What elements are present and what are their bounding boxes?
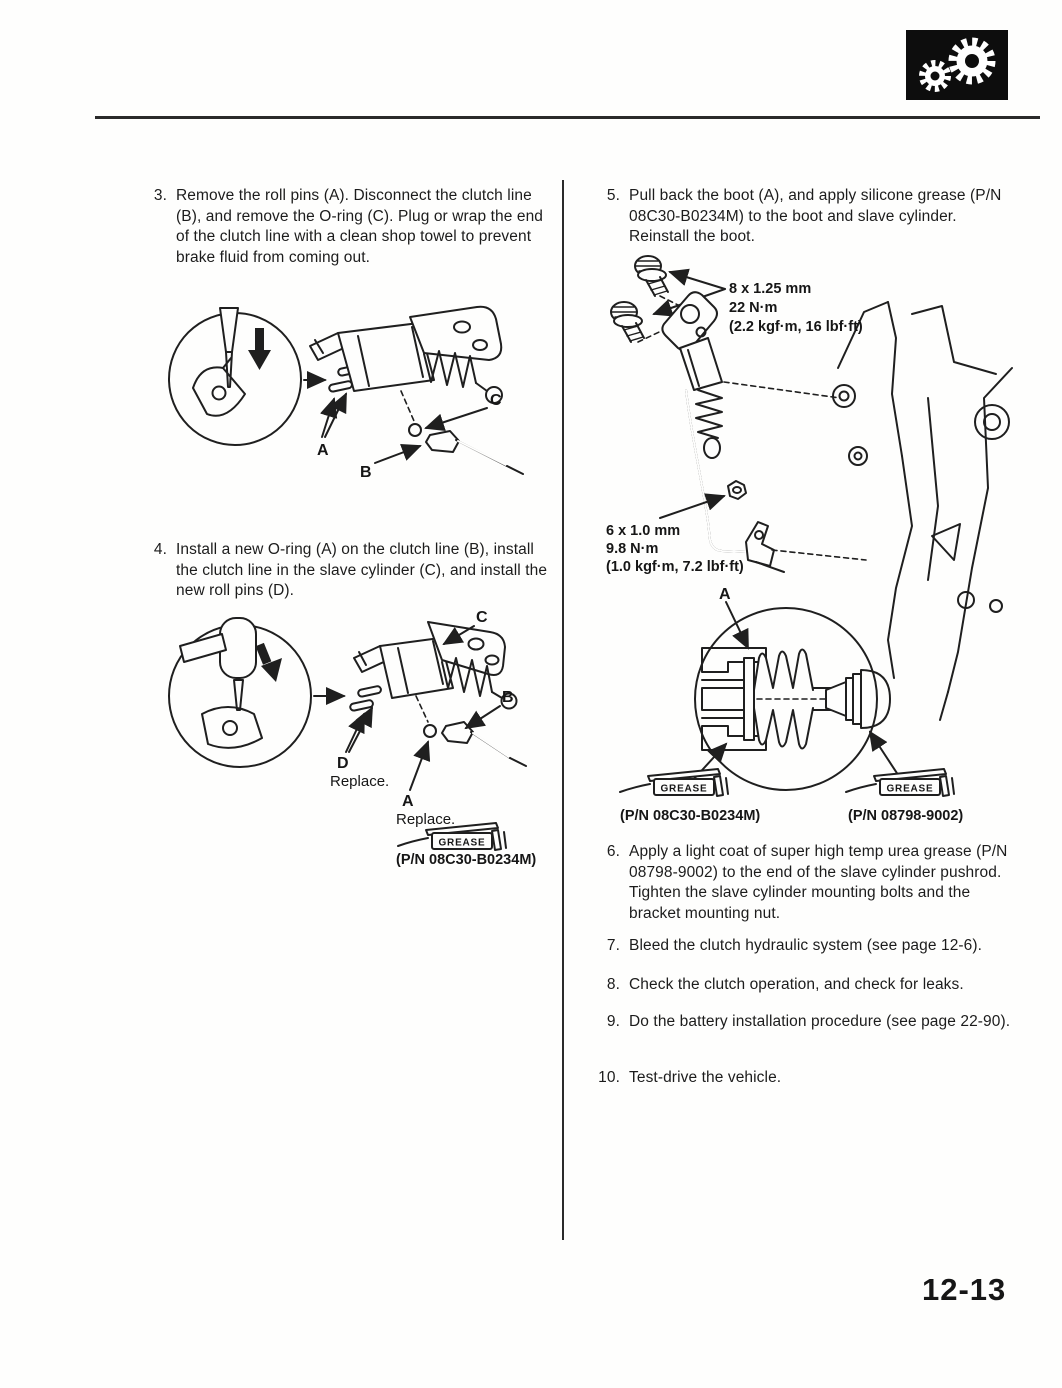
step-7 xyxy=(596,936,1014,957)
fig5-bolt-spec-size: 8 x 1.25 mm xyxy=(729,281,812,297)
gears-logo xyxy=(906,30,1008,100)
column-divider xyxy=(562,180,564,1240)
fig5-nut-spec-torque: 9.8 N·m xyxy=(606,541,659,557)
step-10 xyxy=(588,1068,1014,1089)
mounting-bolt-upper xyxy=(635,256,668,296)
page-number: 12-13 xyxy=(922,1272,1007,1307)
fig5-grease-left-label: GREASE xyxy=(660,783,708,795)
fig5-bolt-spec-alt: (2.2 kgf·m, 16 lbf·ft) xyxy=(729,319,863,335)
fig5-grease-right-label: GREASE xyxy=(886,783,934,795)
fig3-label-c: C xyxy=(490,392,502,409)
fig5-label-a: A xyxy=(719,586,731,603)
step-3-number: 3. xyxy=(153,187,167,204)
gears-icon xyxy=(906,30,1008,100)
fig5-nut-spec-alt: (1.0 kgf·m, 7.2 lbf·ft) xyxy=(606,559,744,575)
step-8-text: Check the clutch operation, and check for leaks. xyxy=(629,976,964,993)
step-10-text: Test-drive the vehicle. xyxy=(629,1069,782,1086)
figure-step5-slave-cylinder xyxy=(598,250,1020,832)
step-9-number: 9. xyxy=(606,1013,620,1030)
fig5-part-number-right: (P/N 08798-9002) xyxy=(848,808,964,824)
step-9-text: Do the battery installation procedure (see page 22-90). xyxy=(629,1013,1011,1030)
fig5-part-number-left: (P/N 08C30-B0234M) xyxy=(620,808,761,824)
step-4-text: Install a new O-ring (A) on the clutch line (B), install the clutch line in the slave cylinder (C), and install the new roll pins (D). xyxy=(176,541,548,600)
fig3-label-a: A xyxy=(317,442,329,459)
fig3-drawing xyxy=(169,307,523,474)
fig4-replace-d: Replace. xyxy=(330,773,390,790)
fig4-drawing xyxy=(169,618,526,850)
step-7-number: 7. xyxy=(606,937,620,954)
fig4-replace-a: Replace. xyxy=(396,811,456,828)
step-6-text: Apply a light coat of super high temp urea grease (P/N 08798-9002) to the end of the slave cylinder pushrod. Tighten the slave cylinder mounting bolts and the bracket mounting nut. xyxy=(629,843,1008,922)
fig4-label-d: D xyxy=(337,755,349,772)
fig4-label-c: C xyxy=(476,609,488,626)
transmission-case-drawing xyxy=(833,302,1012,720)
step-4-number: 4. xyxy=(153,541,167,558)
fig4-label-b: B xyxy=(502,689,514,706)
step-4 xyxy=(143,540,557,602)
fig4-grease-label: GREASE xyxy=(438,837,486,849)
boot-cross-section xyxy=(702,648,890,750)
step-5 xyxy=(596,186,1010,248)
mounting-bolt-lower xyxy=(611,302,644,342)
step-5-number: 5. xyxy=(606,187,620,204)
step-5-text: Pull back the boot (A), and apply silicone grease (P/N 08C30-B0234M) to the boot and slave cylinder. Reinstall the boot. xyxy=(629,187,1002,246)
fig4-label-a: A xyxy=(402,793,414,810)
figure-step3-roll-pin-removal xyxy=(163,294,525,516)
step-6 xyxy=(596,842,1014,924)
step-3-text: Remove the roll pins (A). Disconnect the clutch line (B), and remove the O-ring (C). Plug or wrap the end of the clutch line with a clean shop towel to prevent brake fluid from coming out. xyxy=(176,187,544,266)
fig3-label-b: B xyxy=(360,464,372,481)
step-8 xyxy=(596,975,1014,996)
step-8-number: 8. xyxy=(606,976,620,993)
step-10-number: 10. xyxy=(598,1069,620,1086)
step-9 xyxy=(596,1012,1014,1033)
step-6-number: 6. xyxy=(606,843,620,860)
fig4-part-number: (P/N 08C30-B0234M) xyxy=(396,852,537,868)
fig5-nut-spec-size: 6 x 1.0 mm xyxy=(606,523,681,539)
step-3 xyxy=(143,186,557,268)
figure-step4-install xyxy=(158,594,562,890)
fig5-bolt-spec-torque: 22 N·m xyxy=(729,300,778,316)
header-rule xyxy=(95,116,1040,119)
step-7-text: Bleed the clutch hydraulic system (see page 12-6). xyxy=(629,937,983,954)
